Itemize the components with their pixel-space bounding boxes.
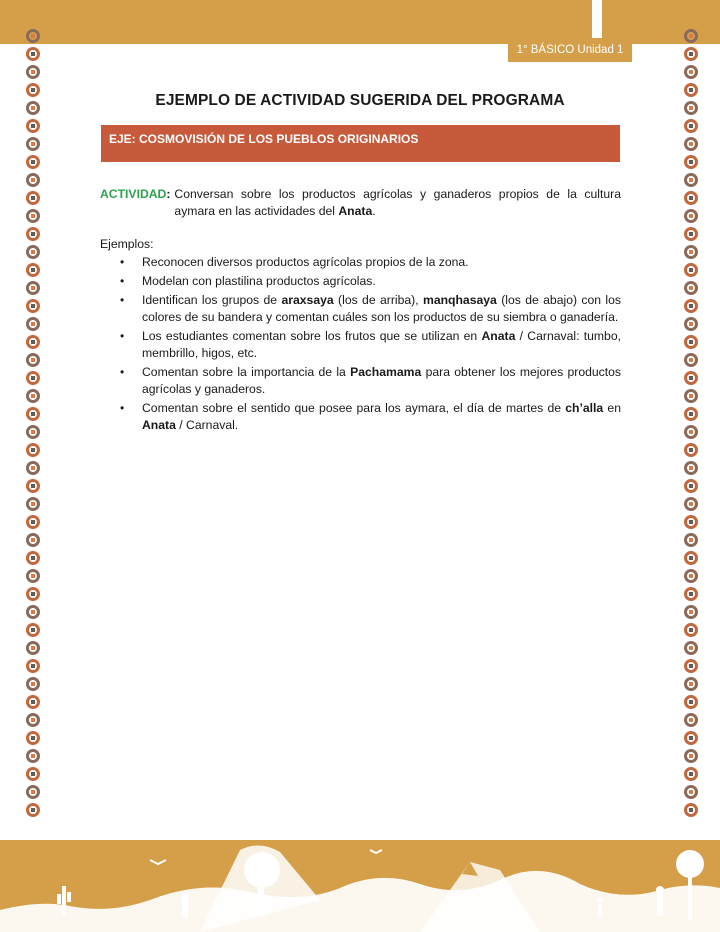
example-bold-term: ch’alla	[565, 401, 604, 415]
example-text: Identifican los grupos de	[142, 293, 282, 307]
activity-text: Conversan sobre los productos agrícolas y ganaderos propios de la cultura aymara en las actividades del	[174, 187, 621, 218]
border-motif-icon	[25, 748, 41, 764]
border-motif-icon	[683, 424, 699, 440]
example-text: Comentan sobre la importancia de la	[142, 365, 351, 379]
border-motif-icon	[25, 802, 41, 818]
example-item	[120, 364, 621, 398]
border-motif-icon	[683, 568, 699, 584]
border-motif-icon	[683, 766, 699, 782]
left-decorative-border	[24, 28, 42, 828]
border-motif-icon	[25, 730, 41, 746]
border-motif-icon	[683, 262, 699, 278]
border-motif-icon	[683, 316, 699, 332]
border-motif-icon	[683, 640, 699, 656]
example-bold-term: araxsaya	[281, 293, 334, 307]
border-motif-icon	[683, 370, 699, 386]
border-motif-icon	[683, 712, 699, 728]
border-motif-icon	[25, 514, 41, 530]
border-motif-icon	[25, 316, 41, 332]
example-item	[120, 254, 621, 271]
border-motif-icon	[25, 532, 41, 548]
example-item	[120, 292, 621, 326]
bullet-icon: •	[120, 293, 125, 307]
border-motif-icon	[683, 28, 699, 44]
example-text: Reconocen diversos productos agrícolas propios de la zona.	[142, 255, 469, 269]
example-bold-term: Anata	[142, 418, 176, 432]
border-motif-icon	[25, 64, 41, 80]
border-motif-icon	[25, 46, 41, 62]
examples-label: Ejemplos:	[100, 237, 154, 251]
border-motif-icon	[25, 604, 41, 620]
example-item	[120, 273, 621, 290]
right-decorative-border	[682, 28, 700, 828]
eje-banner	[101, 125, 620, 162]
activity-label: ACTIVIDAD	[100, 187, 167, 201]
border-motif-icon	[25, 370, 41, 386]
border-motif-icon	[683, 586, 699, 602]
border-motif-icon	[25, 118, 41, 134]
border-motif-icon	[683, 676, 699, 692]
border-motif-icon	[683, 208, 699, 224]
border-motif-icon	[683, 532, 699, 548]
example-bold-term: Pachamama	[350, 365, 422, 379]
bullet-icon: •	[120, 255, 125, 269]
border-motif-icon	[683, 748, 699, 764]
border-motif-icon	[683, 604, 699, 620]
border-motif-icon	[683, 694, 699, 710]
border-motif-icon	[683, 496, 699, 512]
border-motif-icon	[25, 550, 41, 566]
example-text: / Carnaval: tumbo, membrillo, higos, etc.	[142, 329, 621, 360]
grade-unit-badge: 1° BÁSICO Unidad 1	[508, 38, 632, 62]
border-motif-icon	[25, 640, 41, 656]
border-motif-icon	[683, 802, 699, 818]
example-item	[120, 400, 621, 434]
border-motif-icon	[25, 676, 41, 692]
eje-label: EJE: COSMOVISIÓN DE LOS PUEBLOS ORIGINARIOS	[109, 132, 419, 146]
border-motif-icon	[683, 478, 699, 494]
border-motif-icon	[683, 784, 699, 800]
border-motif-icon	[25, 460, 41, 476]
example-text: (los de abajo) con los colores de su bandera y comentan cuáles son los productos de su siembra o ganadería.	[142, 293, 622, 324]
activity-bold-term: Anata	[338, 204, 373, 218]
border-motif-icon	[25, 766, 41, 782]
border-motif-icon	[683, 154, 699, 170]
border-motif-icon	[683, 442, 699, 458]
border-motif-icon	[25, 154, 41, 170]
bullet-icon: •	[120, 274, 125, 288]
border-motif-icon	[25, 712, 41, 728]
example-text: en	[603, 401, 621, 415]
border-motif-icon	[25, 352, 41, 368]
border-motif-icon	[25, 172, 41, 188]
border-motif-icon	[25, 298, 41, 314]
border-motif-icon	[25, 406, 41, 422]
border-motif-icon	[25, 586, 41, 602]
bullet-icon: •	[120, 329, 125, 343]
border-motif-icon	[25, 190, 41, 206]
border-motif-icon	[683, 514, 699, 530]
border-motif-icon	[25, 28, 41, 44]
activity-description	[170, 186, 621, 220]
border-motif-icon	[25, 784, 41, 800]
border-motif-icon	[683, 730, 699, 746]
examples-list	[120, 254, 621, 436]
activity-block	[100, 186, 621, 220]
border-motif-icon	[25, 136, 41, 152]
border-motif-icon	[25, 568, 41, 584]
border-motif-icon	[25, 658, 41, 674]
border-motif-icon	[683, 352, 699, 368]
example-text: / Carnaval.	[175, 418, 239, 432]
example-text: para obtener los mejores productos agrícolas y ganaderos.	[142, 365, 622, 396]
border-motif-icon	[683, 658, 699, 674]
activity-heading	[100, 186, 170, 220]
example-text: Los estudiantes comentan sobre los frutos que se utilizan en	[142, 329, 482, 343]
border-motif-icon	[683, 280, 699, 296]
activity-text-end: .	[372, 204, 376, 218]
activity-colon: :	[166, 187, 171, 201]
border-motif-icon	[25, 496, 41, 512]
example-item	[120, 328, 621, 362]
border-motif-icon	[25, 388, 41, 404]
border-motif-icon	[25, 694, 41, 710]
border-motif-icon	[683, 226, 699, 242]
example-bold-term: manqhasaya	[422, 293, 497, 307]
border-motif-icon	[683, 244, 699, 260]
border-motif-icon	[683, 334, 699, 350]
border-motif-icon	[683, 460, 699, 476]
border-motif-icon	[25, 478, 41, 494]
example-bold-term: Anata	[481, 329, 516, 343]
border-motif-icon	[683, 550, 699, 566]
border-motif-icon	[683, 190, 699, 206]
border-motif-icon	[683, 388, 699, 404]
page-title: EJEMPLO DE ACTIVIDAD SUGERIDA DEL PROGRAMA	[155, 92, 565, 109]
border-motif-icon	[25, 622, 41, 638]
border-motif-icon	[25, 262, 41, 278]
border-motif-icon	[25, 208, 41, 224]
border-motif-icon	[683, 118, 699, 134]
example-text: Comentan sobre el sentido que posee para los aymara, el día de martes de	[142, 401, 566, 415]
border-motif-icon	[25, 280, 41, 296]
border-motif-icon	[25, 244, 41, 260]
border-motif-icon	[683, 298, 699, 314]
border-motif-icon	[683, 46, 699, 62]
bullet-icon: •	[120, 365, 125, 379]
example-text: (los de arriba),	[333, 293, 423, 307]
border-motif-icon	[683, 64, 699, 80]
footer-illustration	[0, 840, 720, 932]
border-motif-icon	[683, 406, 699, 422]
bullet-icon: •	[120, 401, 125, 415]
border-motif-icon	[25, 424, 41, 440]
border-motif-icon	[25, 226, 41, 242]
example-text: Modelan con plastilina productos agrícolas.	[142, 274, 376, 288]
border-motif-icon	[683, 172, 699, 188]
border-motif-icon	[25, 442, 41, 458]
border-motif-icon	[683, 136, 699, 152]
border-motif-icon	[25, 334, 41, 350]
border-motif-icon	[683, 622, 699, 638]
